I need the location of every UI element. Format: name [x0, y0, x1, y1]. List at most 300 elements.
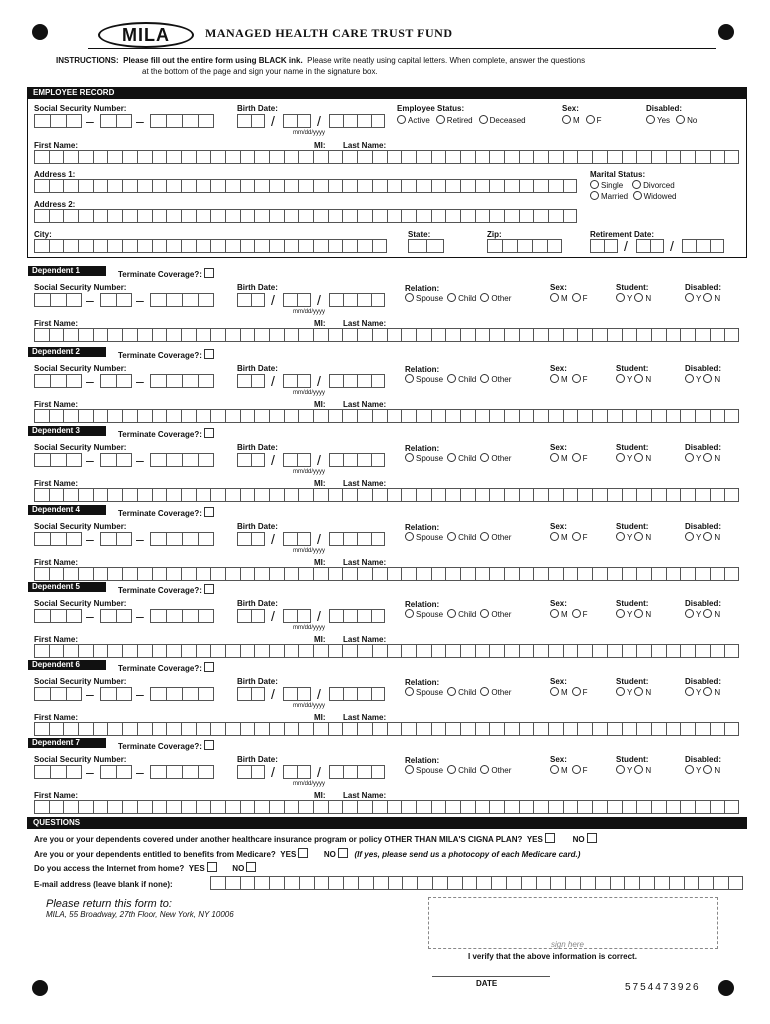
dependent-2-birth-month[interactable]: [237, 374, 265, 388]
dependent-4-birth-month[interactable]: [237, 532, 265, 546]
radio-icon[interactable]: [572, 532, 581, 541]
radio-icon[interactable]: [562, 115, 571, 124]
dependent-1-birth-day[interactable]: [283, 293, 311, 307]
radio-icon[interactable]: [703, 453, 712, 462]
dependent-4-title: Dependent 4: [28, 505, 106, 515]
return-address: MILA, 55 Broadway, 27th Floor, New York, NY 10006: [46, 910, 234, 919]
marital-option[interactable]: Divorced: [632, 181, 675, 190]
dependent-1-ssn-part3[interactable]: [150, 293, 214, 307]
dependent-7-student-option[interactable]: N: [634, 766, 651, 775]
radio-icon[interactable]: [480, 687, 489, 696]
employee-birth-month[interactable]: [237, 114, 265, 128]
radio-icon[interactable]: [550, 687, 559, 696]
dependent-7-ssn-part2[interactable]: [100, 765, 132, 779]
dependent-5-name-input[interactable]: [34, 644, 739, 658]
return-title: Please return this form to:: [46, 898, 172, 910]
radio-icon[interactable]: [703, 374, 712, 383]
radio-icon[interactable]: [616, 293, 625, 302]
radio-icon[interactable]: [685, 293, 694, 302]
radio-icon[interactable]: [447, 293, 456, 302]
state-input[interactable]: [408, 239, 444, 253]
date-line[interactable]: [432, 976, 550, 977]
radio-icon[interactable]: [676, 115, 685, 124]
dependent-2-ssn-part2[interactable]: [100, 374, 132, 388]
slash-separator: /: [271, 452, 275, 468]
radio-icon[interactable]: [405, 374, 414, 383]
radio-icon[interactable]: [685, 453, 694, 462]
dependent-6-relation-option[interactable]: Other: [480, 688, 511, 697]
marital-option[interactable]: Married: [590, 192, 628, 201]
radio-icon[interactable]: [447, 765, 456, 774]
radio-icon[interactable]: [685, 687, 694, 696]
radio-icon[interactable]: [550, 293, 559, 302]
radio-icon[interactable]: [550, 609, 559, 618]
radio-icon[interactable]: [685, 532, 694, 541]
radio-icon[interactable]: [447, 687, 456, 696]
dependent-1-birth-year[interactable]: [329, 293, 385, 307]
dependent-2-relation-option[interactable]: Other: [480, 375, 511, 384]
radio-icon[interactable]: [405, 453, 414, 462]
dependent-3-ssn-part2[interactable]: [100, 453, 132, 467]
dependent-6-ssn-part1[interactable]: [34, 687, 82, 701]
radio-icon[interactable]: [616, 687, 625, 696]
mi-label: MI:: [314, 479, 326, 488]
dependent-1-student-options: [616, 293, 653, 303]
date-hint: mm/dd/yyyy: [293, 781, 326, 787]
dependent-5-relation-option[interactable]: Child: [447, 610, 476, 619]
dependent-4-ssn-part3[interactable]: [150, 532, 214, 546]
dependent-6-student-option[interactable]: Y: [616, 688, 632, 697]
radio-icon[interactable]: [479, 115, 488, 124]
dependent-1-ssn-part2[interactable]: [100, 293, 132, 307]
city-input[interactable]: [34, 239, 387, 253]
dependent-2-relation-option[interactable]: Child: [447, 375, 476, 384]
radio-icon[interactable]: [634, 532, 643, 541]
first-name-label: First Name:: [34, 141, 79, 150]
dependent-2-sex-option[interactable]: M: [550, 375, 568, 384]
dependent-6-birth-day[interactable]: [283, 687, 311, 701]
dash-separator: –: [86, 452, 94, 468]
employee-birth-day[interactable]: [283, 114, 311, 128]
dependent-7-sex-option[interactable]: M: [550, 766, 568, 775]
dependent-3-birth-year[interactable]: [329, 453, 385, 467]
dependent-3-disabled-option[interactable]: N: [703, 454, 720, 463]
dependent-3-relation-option[interactable]: Other: [480, 454, 511, 463]
student-label: Student:: [616, 364, 649, 373]
employee-status-option[interactable]: Retired: [436, 116, 473, 125]
radio-icon[interactable]: [480, 374, 489, 383]
radio-icon[interactable]: [616, 609, 625, 618]
dependent-4-disabled-options: [685, 532, 722, 542]
retirement-year[interactable]: [682, 239, 724, 253]
radio-icon[interactable]: [397, 115, 406, 124]
dependent-7-relation-option[interactable]: Spouse: [405, 766, 443, 775]
radio-icon[interactable]: [703, 609, 712, 618]
employee-status-option[interactable]: Active: [397, 116, 430, 125]
radio-icon[interactable]: [646, 115, 655, 124]
dependent-3-birth-day[interactable]: [283, 453, 311, 467]
dash-separator: –: [86, 764, 94, 780]
radio-icon[interactable]: [550, 374, 559, 383]
radio-icon[interactable]: [572, 374, 581, 383]
relation-label: Relation:: [405, 365, 440, 374]
ssn-label: Social Security Number:: [34, 364, 127, 373]
dash-separator: –: [86, 531, 94, 547]
dependent-3-sex-options: [550, 453, 592, 463]
dependent-4-ssn-part1[interactable]: [34, 532, 82, 546]
radio-icon[interactable]: [572, 687, 581, 696]
dependent-1-disabled-options: [685, 293, 722, 303]
dependent-3-relation-option[interactable]: Child: [447, 454, 476, 463]
radio-icon[interactable]: [634, 687, 643, 696]
medicare-no-checkbox[interactable]: [338, 848, 348, 858]
dependent-4-disabled-option[interactable]: Y: [685, 533, 701, 542]
dependent-7-disabled-option[interactable]: N: [703, 766, 720, 775]
dependent-1-ssn-part1[interactable]: [34, 293, 82, 307]
radio-icon[interactable]: [405, 532, 414, 541]
radio-icon[interactable]: [447, 453, 456, 462]
radio-icon[interactable]: [616, 374, 625, 383]
date-hint: mm/dd/yyyy: [293, 130, 326, 136]
dependent-5-student-option[interactable]: N: [634, 610, 651, 619]
registration-mark: [718, 24, 734, 40]
terminate-coverage-checkbox[interactable]: [204, 349, 214, 359]
disabled-label: Disabled:: [685, 364, 722, 373]
dependent-2-terminate-coverage: Terminate Coverage?:: [118, 349, 214, 360]
dependent-4-student-option[interactable]: Y: [616, 533, 632, 542]
dependent-7-student-option[interactable]: Y: [616, 766, 632, 775]
dependent-2-relation-option[interactable]: Spouse: [405, 375, 443, 384]
marital-options-row1: [590, 180, 675, 190]
dependent-6-birth-month[interactable]: [237, 687, 265, 701]
terminate-coverage-checkbox[interactable]: [204, 584, 214, 594]
dependent-4-relation-options: [405, 532, 515, 542]
slash-separator: /: [670, 238, 674, 254]
dependent-2-student-option[interactable]: Y: [616, 375, 632, 384]
dependent-1-relation-option[interactable]: Other: [480, 294, 511, 303]
radio-icon[interactable]: [480, 453, 489, 462]
dependent-4-relation-option[interactable]: Spouse: [405, 533, 443, 542]
slash-separator: /: [317, 686, 321, 702]
radio-icon[interactable]: [616, 453, 625, 462]
dependent-6-ssn-part2[interactable]: [100, 687, 132, 701]
radio-icon[interactable]: [586, 115, 595, 124]
student-label: Student:: [616, 522, 649, 531]
dependent-7-disabled-option[interactable]: Y: [685, 766, 701, 775]
radio-icon[interactable]: [703, 532, 712, 541]
email-input[interactable]: [210, 876, 743, 890]
dependent-1-name-input[interactable]: [34, 328, 739, 342]
radio-icon[interactable]: [590, 180, 599, 189]
terminate-coverage-checkbox[interactable]: [204, 507, 214, 517]
radio-icon[interactable]: [703, 293, 712, 302]
dependent-2-disabled-option[interactable]: N: [703, 375, 720, 384]
radio-icon[interactable]: [447, 609, 456, 618]
retirement-day[interactable]: [636, 239, 664, 253]
dependent-3-student-option[interactable]: N: [634, 454, 651, 463]
dependent-3-terminate-coverage: Terminate Coverage?:: [118, 428, 214, 439]
dependent-6-name-input[interactable]: [34, 722, 739, 736]
dependent-5-disabled-option[interactable]: N: [703, 610, 720, 619]
radio-icon[interactable]: [480, 765, 489, 774]
dependent-3-sex-option[interactable]: F: [572, 454, 588, 463]
address2-input[interactable]: [34, 209, 577, 223]
dependent-3-student-option[interactable]: Y: [616, 454, 632, 463]
dependent-4-sex-option[interactable]: F: [572, 533, 588, 542]
last-name-label: Last Name:: [343, 713, 387, 722]
mi-label: MI:: [314, 319, 326, 328]
dependent-6-disabled-option[interactable]: N: [703, 688, 720, 697]
dependent-3-name-input[interactable]: [34, 488, 739, 502]
slash-separator: /: [317, 531, 321, 547]
disabled-label: Disabled:: [685, 677, 722, 686]
dependent-7-relation-option[interactable]: Other: [480, 766, 511, 775]
employee-section-title: EMPLOYEE RECORD: [27, 87, 747, 99]
dependent-2-birth-day[interactable]: [283, 374, 311, 388]
dependent-1-disabled-option[interactable]: Y: [685, 294, 701, 303]
employee-sex-option[interactable]: M: [562, 116, 580, 125]
employee-ssn-part2[interactable]: [100, 114, 132, 128]
dependent-3-disabled-option[interactable]: Y: [685, 454, 701, 463]
dependent-3-birth-month[interactable]: [237, 453, 265, 467]
sex-label: Sex:: [550, 755, 567, 764]
dependent-5-relation-option[interactable]: Other: [480, 610, 511, 619]
internet-no-checkbox[interactable]: [246, 862, 256, 872]
radio-icon[interactable]: [405, 609, 414, 618]
dependent-7-birth-day[interactable]: [283, 765, 311, 779]
instructions-line2: at the bottom of the page and sign your name in the signature box.: [142, 67, 378, 76]
radio-icon[interactable]: [616, 532, 625, 541]
instructions: INSTRUCTIONS: Please fill out the entire form using BLACK ink. Please write neatly using capital letters. When complete, answer the questions: [56, 56, 586, 65]
slash-separator: /: [317, 113, 321, 129]
radio-icon[interactable]: [572, 609, 581, 618]
dependent-7-birth-month[interactable]: [237, 765, 265, 779]
radio-icon[interactable]: [685, 374, 694, 383]
dependent-6-birth-year[interactable]: [329, 687, 385, 701]
dependent-6-disabled-option[interactable]: Y: [685, 688, 701, 697]
radio-icon[interactable]: [616, 765, 625, 774]
date-hint: mm/dd/yyyy: [293, 390, 326, 396]
employee-ssn-part3[interactable]: [150, 114, 214, 128]
dependent-1-sex-option[interactable]: F: [572, 294, 588, 303]
radio-icon[interactable]: [634, 293, 643, 302]
last-name-label: Last Name:: [343, 400, 387, 409]
verify-statement: I verify that the above information is correct.: [468, 952, 637, 961]
marital-option[interactable]: Widowed: [633, 192, 677, 201]
radio-icon[interactable]: [590, 191, 599, 200]
dependent-6-sex-option[interactable]: M: [550, 688, 568, 697]
terminate-coverage-checkbox[interactable]: [204, 428, 214, 438]
radio-icon[interactable]: [632, 180, 641, 189]
radio-icon[interactable]: [550, 453, 559, 462]
email-cells[interactable]: [210, 876, 743, 890]
dependent-3-ssn-part3[interactable]: [150, 453, 214, 467]
dependent-1-sex-options: [550, 293, 592, 303]
dependent-3-sex-option[interactable]: M: [550, 454, 568, 463]
dependent-2-sex-option[interactable]: F: [572, 375, 588, 384]
radio-icon[interactable]: [634, 609, 643, 618]
sex-label: Sex:: [550, 283, 567, 292]
employee-disabled-option[interactable]: Yes: [646, 116, 670, 125]
dependent-2-ssn-part1[interactable]: [34, 374, 82, 388]
first-name-label: First Name:: [34, 319, 79, 328]
dash-separator: –: [136, 113, 144, 129]
radio-icon[interactable]: [633, 191, 642, 200]
dependent-6-relation-option[interactable]: Spouse: [405, 688, 443, 697]
dependent-1-birth-month[interactable]: [237, 293, 265, 307]
dependent-6-ssn-part3[interactable]: [150, 687, 214, 701]
birth-date-label: Birth Date:: [237, 755, 278, 764]
dependent-7-ssn-part1[interactable]: [34, 765, 82, 779]
dependent-5-ssn-part1[interactable]: [34, 609, 82, 623]
dependent-1-relation-option[interactable]: Spouse: [405, 294, 443, 303]
dependent-5-birth-month[interactable]: [237, 609, 265, 623]
date-hint: mm/dd/yyyy: [293, 309, 326, 315]
radio-icon[interactable]: [634, 374, 643, 383]
slash-separator: /: [271, 764, 275, 780]
radio-icon[interactable]: [703, 687, 712, 696]
dependent-4-birth-day[interactable]: [283, 532, 311, 546]
radio-icon[interactable]: [703, 765, 712, 774]
dependent-6-student-option[interactable]: N: [634, 688, 651, 697]
dependent-5-student-option[interactable]: Y: [616, 610, 632, 619]
dependent-5-sex-option[interactable]: M: [550, 610, 568, 619]
radio-icon[interactable]: [405, 293, 414, 302]
sex-label: Sex:: [562, 104, 579, 113]
employee-disabled-options: [646, 115, 703, 125]
radio-icon[interactable]: [480, 532, 489, 541]
radio-icon[interactable]: [480, 293, 489, 302]
dependent-2-student-option[interactable]: N: [634, 375, 651, 384]
dependent-1-student-option[interactable]: Y: [616, 294, 632, 303]
radio-icon[interactable]: [685, 609, 694, 618]
radio-icon[interactable]: [405, 765, 414, 774]
dependent-4-ssn-part2[interactable]: [100, 532, 132, 546]
dependent-4-disabled-option[interactable]: N: [703, 533, 720, 542]
dependent-2-disabled-option[interactable]: Y: [685, 375, 701, 384]
radio-icon[interactable]: [634, 765, 643, 774]
radio-icon[interactable]: [572, 765, 581, 774]
radio-icon[interactable]: [634, 453, 643, 462]
dependent-2-student-options: [616, 374, 653, 384]
dash-separator: –: [86, 686, 94, 702]
terminate-coverage-checkbox[interactable]: [204, 740, 214, 750]
radio-icon[interactable]: [436, 115, 445, 124]
question-medicare: Are you or your dependents entitled to benefits from Medicare? YES NO (If yes, please send us a photocopy of each Medicare card.): [34, 850, 581, 859]
radio-icon[interactable]: [572, 293, 581, 302]
birth-date-label: Birth Date:: [237, 522, 278, 531]
dependent-4-birth-year[interactable]: [329, 532, 385, 546]
dependent-5-ssn-part3[interactable]: [150, 609, 214, 623]
dependent-1-student-option[interactable]: N: [634, 294, 651, 303]
dependent-7-title: Dependent 7: [28, 738, 106, 748]
birth-date-label: Birth Date:: [237, 443, 278, 452]
mi-label: MI:: [314, 713, 326, 722]
terminate-coverage-checkbox[interactable]: [204, 268, 214, 278]
first-name-label: First Name:: [34, 635, 79, 644]
divider: [88, 48, 716, 49]
radio-icon[interactable]: [480, 609, 489, 618]
dependent-7-name-input[interactable]: [34, 800, 739, 814]
employee-disabled-option[interactable]: No: [676, 116, 697, 125]
slash-separator: /: [271, 531, 275, 547]
ssn-label: Social Security Number:: [34, 677, 127, 686]
dependent-4-sex-option[interactable]: M: [550, 533, 568, 542]
radio-icon[interactable]: [685, 765, 694, 774]
dependent-7-birth-year[interactable]: [329, 765, 385, 779]
marital-option[interactable]: Single: [590, 181, 623, 190]
dependent-1-disabled-option[interactable]: N: [703, 294, 720, 303]
sex-label: Sex:: [550, 677, 567, 686]
dependent-5-sex-options: [550, 609, 592, 619]
employee-ssn-part1[interactable]: [34, 114, 82, 128]
radio-icon[interactable]: [550, 532, 559, 541]
internet-yes-checkbox[interactable]: [207, 862, 217, 872]
address1-input[interactable]: [34, 179, 577, 193]
dependent-5-disabled-option[interactable]: Y: [685, 610, 701, 619]
employee-sex-option[interactable]: F: [586, 116, 602, 125]
employee-status-option[interactable]: Deceased: [479, 116, 526, 125]
student-label: Student:: [616, 755, 649, 764]
dependent-5-disabled-options: [685, 609, 722, 619]
dependent-2-birth-year[interactable]: [329, 374, 385, 388]
dependent-3-ssn-part1[interactable]: [34, 453, 82, 467]
registration-mark: [32, 24, 48, 40]
dependent-7-sex-option[interactable]: F: [572, 766, 588, 775]
dependent-6-sex-option[interactable]: F: [572, 688, 588, 697]
radio-icon[interactable]: [550, 765, 559, 774]
dependent-2-ssn-part3[interactable]: [150, 374, 214, 388]
other-insurance-no-checkbox[interactable]: [587, 833, 597, 843]
dependent-3-relation-option[interactable]: Spouse: [405, 454, 443, 463]
medicare-yes-checkbox[interactable]: [298, 848, 308, 858]
employee-name-input[interactable]: [34, 150, 739, 164]
dependent-7-relation-option[interactable]: Child: [447, 766, 476, 775]
other-insurance-yes-checkbox[interactable]: [545, 833, 555, 843]
dependent-2-name-input[interactable]: [34, 409, 739, 423]
dependent-4-relation-option[interactable]: Child: [447, 533, 476, 542]
dependent-7-ssn-part3[interactable]: [150, 765, 214, 779]
dependent-6-title: Dependent 6: [28, 660, 106, 670]
dependent-4-relation-option[interactable]: Other: [480, 533, 511, 542]
dependent-5-relation-option[interactable]: Spouse: [405, 610, 443, 619]
dependent-6-relation-option[interactable]: Child: [447, 688, 476, 697]
radio-icon[interactable]: [447, 374, 456, 383]
dependent-6-disabled-options: [685, 687, 722, 697]
zip-input[interactable]: [487, 239, 562, 253]
dependent-3-title: Dependent 3: [28, 426, 106, 436]
radio-icon[interactable]: [447, 532, 456, 541]
radio-icon[interactable]: [572, 453, 581, 462]
terminate-coverage-checkbox[interactable]: [204, 662, 214, 672]
relation-label: Relation:: [405, 756, 440, 765]
dependent-5-birth-year[interactable]: [329, 609, 385, 623]
employee-birth-year[interactable]: [329, 114, 385, 128]
dependent-4-name-input[interactable]: [34, 567, 739, 581]
slash-separator: /: [317, 452, 321, 468]
radio-icon[interactable]: [405, 687, 414, 696]
ssn-label: Social Security Number:: [34, 283, 127, 292]
dependent-5-ssn-part2[interactable]: [100, 609, 132, 623]
dependent-4-student-option[interactable]: N: [634, 533, 651, 542]
relation-label: Relation:: [405, 600, 440, 609]
retirement-month[interactable]: [590, 239, 618, 253]
dependent-1-relation-option[interactable]: Child: [447, 294, 476, 303]
dependent-5-birth-day[interactable]: [283, 609, 311, 623]
dependent-4-sex-options: [550, 532, 592, 542]
dependent-1-sex-option[interactable]: M: [550, 294, 568, 303]
dependent-5-sex-option[interactable]: F: [572, 610, 588, 619]
